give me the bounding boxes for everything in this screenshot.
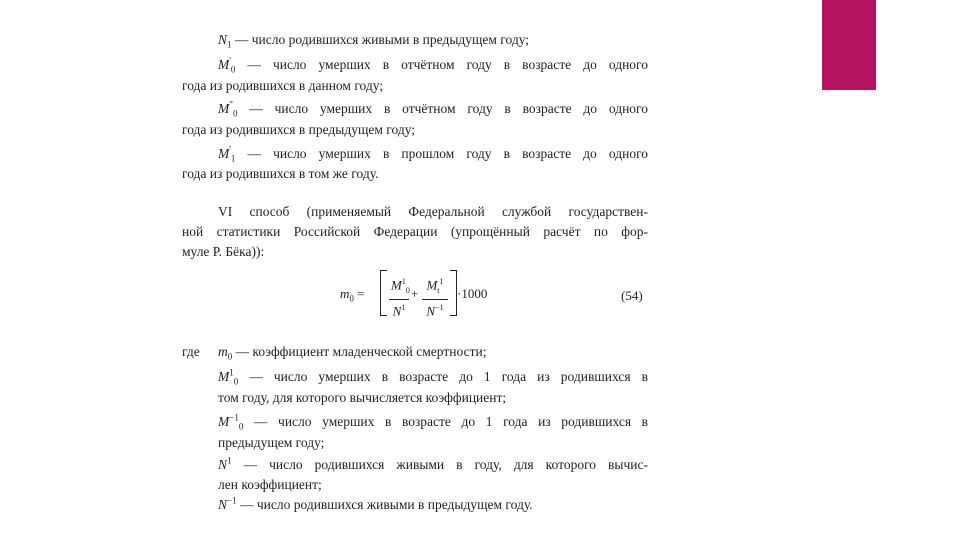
symbol: $M'_0$ — [218, 55, 236, 75]
def-m1-prime-cont: года из родившихся в том же году. — [182, 166, 379, 181]
symbol: $m_0$ — [218, 344, 233, 362]
fraction-2 — [422, 274, 448, 319]
def-n-minus1 — [218, 495, 533, 515]
fraction-1-denominator: $N^1$ — [392, 302, 406, 319]
def-m0-prime — [218, 55, 648, 75]
symbol: $N^{-1}$ — [218, 495, 237, 512]
fraction-2-numerator: $M_t^1$ — [422, 274, 448, 300]
dash: — — [249, 369, 263, 384]
dash: — — [235, 344, 250, 359]
def-m0-1 — [218, 367, 648, 387]
def-m0-dprime-cont: года из родившихся в предыдущем году; — [182, 122, 416, 137]
formula-lhs: $m_0$ = — [340, 286, 365, 304]
def-text: число родившихся живыми в году, для которого вычис- — [269, 457, 648, 472]
symbol: $N^1$ — [218, 455, 232, 472]
def-text: число умерших в возрасте до 1 года из родившихся в — [278, 414, 649, 429]
formula-54 — [340, 268, 660, 319]
dash: — — [243, 457, 258, 472]
def-text: число умерших в отчётном году в возрасте до одного — [272, 57, 649, 72]
method-line-2: ной статистики Российской Федерации (упрощённый расчёт по фор- — [182, 224, 648, 239]
def-m-coef — [218, 342, 486, 362]
equation-number: (54) — [621, 288, 643, 303]
def-m0-minus1-cont: предыдущем году; — [218, 435, 325, 450]
symbol: $M^1_0$ — [218, 367, 239, 387]
def-text: коэффициент младенческой смертности; — [252, 344, 487, 359]
def-n1 — [218, 30, 529, 50]
def-m0-1-cont: том году, для которого вычисляется коэффициент; — [218, 390, 507, 405]
def-m0-prime-cont: года из родившихся в данном году; — [182, 78, 384, 93]
def-m1-prime — [218, 144, 648, 164]
dash: — — [234, 32, 249, 47]
symbol: $M^{-1}_0$ — [218, 412, 244, 432]
method-line-1: VI способ (применяемый Федеральной службой государствен- — [218, 204, 648, 219]
bracket-right — [450, 270, 457, 316]
dash: — — [253, 414, 268, 429]
def-text: число родившихся живыми в предыдущем году; — [251, 32, 530, 47]
def-n-1 — [218, 455, 648, 475]
symbol: $M'_1$ — [218, 144, 236, 164]
plus-sign: + — [411, 286, 419, 301]
dash: — — [239, 497, 254, 512]
def-m0-dprime — [218, 99, 648, 119]
multiplier: ·1000 — [457, 286, 488, 301]
symbol: $M^"_0$ — [218, 99, 238, 119]
method-line-3: муле Р. Бёка)): — [182, 244, 265, 259]
def-m0-minus1 — [218, 412, 648, 432]
def-text: число умерших в возрасте до 1 года из родившихся в — [273, 369, 648, 384]
def-n-1-cont: лен коэффициент; — [218, 477, 322, 492]
dash: — — [247, 57, 261, 72]
def-text: число умерших в прошлом году в возрасте до одного — [273, 146, 649, 161]
symbol: $N_1$ — [218, 32, 232, 50]
dash: — — [249, 101, 263, 116]
def-text: число умерших в отчётном году в возрасте до одного — [274, 101, 649, 116]
fraction-1 — [389, 274, 409, 319]
bracket-left — [380, 270, 387, 316]
fraction-1-numerator: $M^1_0$ — [389, 274, 409, 300]
fraction-2-denominator: $N^{-1}$ — [426, 302, 444, 319]
where-label: где — [182, 344, 200, 359]
def-text: число родившихся живыми в предыдущем году. — [256, 497, 533, 512]
dash: — — [247, 146, 261, 161]
